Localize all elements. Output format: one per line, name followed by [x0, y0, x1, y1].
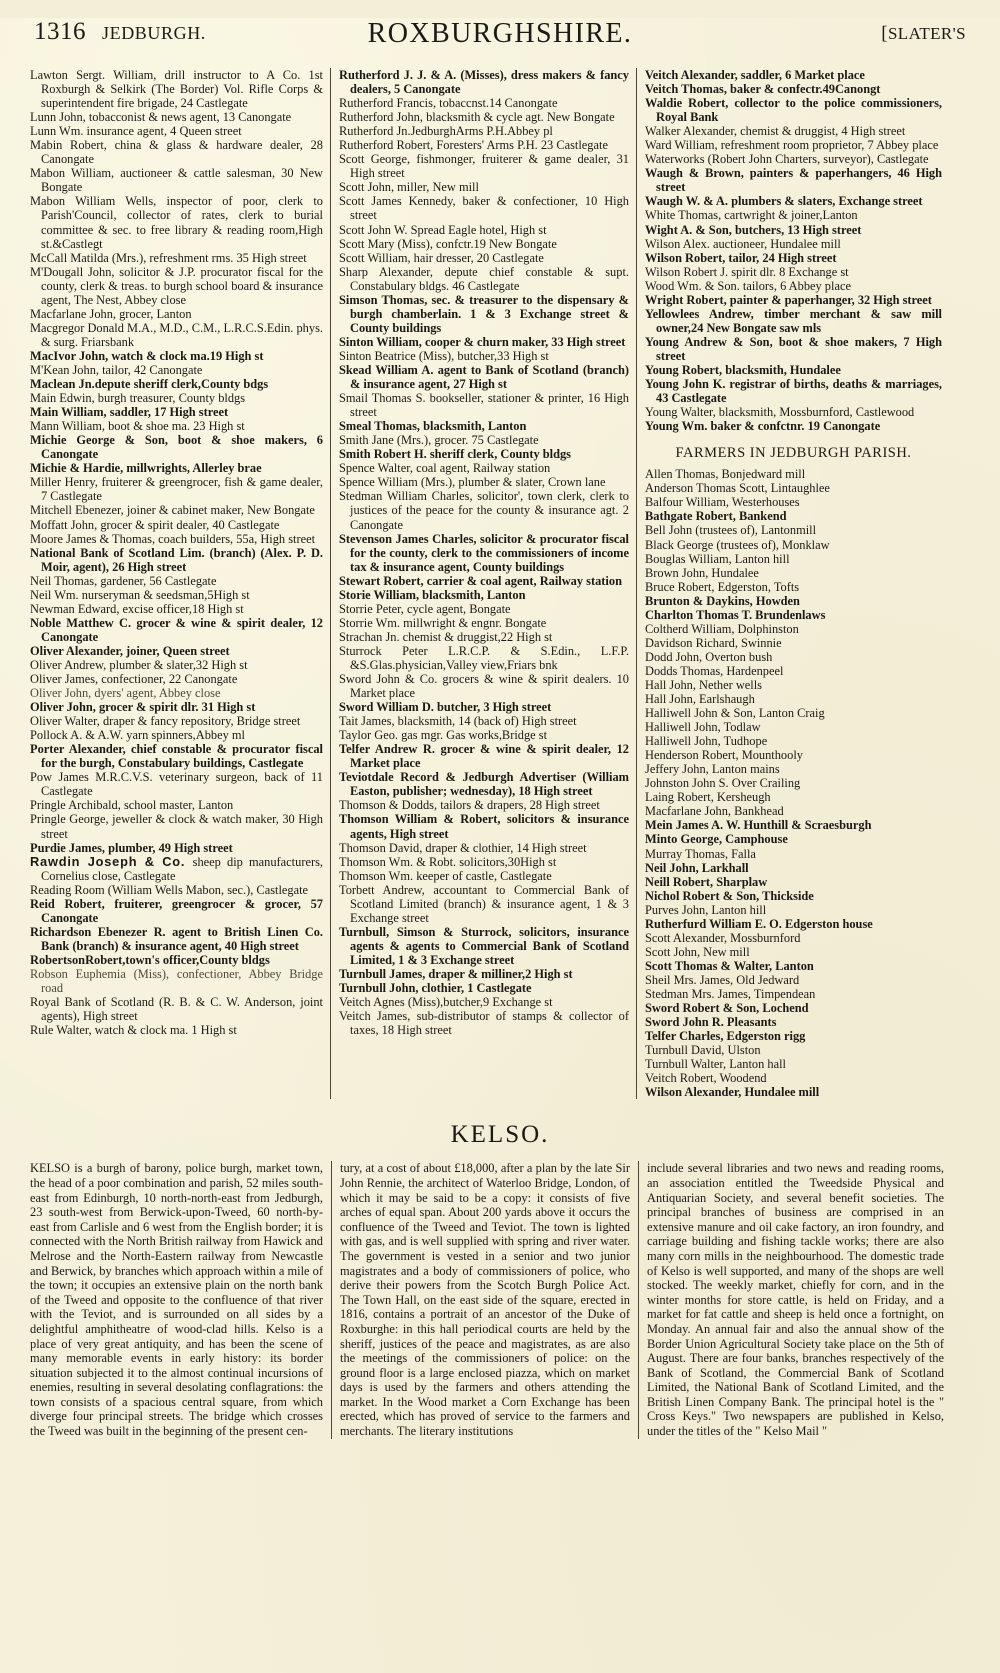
- directory-entry: Smith Robert H. sheriff clerk, County bldgs: [339, 447, 571, 462]
- directory-entry: Turnbull, Simson & Sturrock, solicitors, insurance agents & agents to Commercial Bank of Scotland Limited, 1 & 3 Exchange street: [339, 924, 629, 967]
- farmer-entry: Bathgate Robert, Bankend: [645, 509, 787, 524]
- farmer-entry: Sword John R. Pleasants: [645, 1015, 777, 1030]
- directory-entry: Spence William (Mrs.), plumber & slater, Crown lane: [339, 475, 606, 490]
- directory-entry: Waugh W. & A. plumbers & slaters, Exchange street: [645, 194, 923, 209]
- directory-entry: Sinton William, cooper & churn maker, 33 High street: [339, 334, 626, 349]
- directory-entry: Wight A. & Son, butchers, 13 High street: [645, 222, 862, 237]
- farmer-entry: Black George (trustees of), Monklaw: [645, 537, 830, 552]
- farmer-entry: Sheil Mrs. James, Old Jedward: [645, 972, 800, 987]
- directory-entry: Strachan Jn. chemist & druggist,22 High st: [339, 629, 553, 644]
- page-folio-number: 1316: [34, 18, 86, 45]
- directory-column-1: [30, 68, 330, 1099]
- farmer-entry: Brown John, Hundalee: [645, 565, 759, 580]
- directory-entry: McCall Matilda (Mrs.), refreshment rms. 35 High street: [30, 250, 307, 265]
- directory-entry: Moffatt John, grocer & spirit dealer, 40 Castlegate: [30, 517, 280, 532]
- farmer-entry: Sword Robert & Son, Lochend: [645, 1001, 809, 1016]
- directory-entry: Scott George, fishmonger, fruiterer & game dealer, 31 High street: [339, 152, 629, 181]
- directory-entry: Scott John, miller, New mill: [339, 180, 479, 195]
- farmer-entry: Johnston John S. Over Crailing: [645, 776, 801, 791]
- directory-entry: Walker Alexander, chemist & druggist, 4 High street: [645, 124, 906, 139]
- farmer-entry: Allen Thomas, Bonjedward mill: [645, 467, 806, 482]
- farmer-entry: Balfour William, Westerhouses: [645, 495, 800, 510]
- directory-entry: Rutherford Francis, tobaccnst.14 Canongate: [339, 96, 558, 111]
- farmer-entry: Turnbull Walter, Lanton hall: [645, 1057, 786, 1072]
- directory-entry: Telfer Andrew R. grocer & wine & spirit dealer, 12 Market place: [339, 742, 629, 771]
- directory-entry: Pringle Archibald, school master, Lanton: [30, 798, 234, 813]
- directory-entry: Spence Walter, coal agent, Railway station: [339, 461, 551, 476]
- directory-entry: Mitchell Ebenezer, joiner & cabinet maker, New Bongate: [30, 503, 315, 518]
- directory-entry: Smith Jane (Mrs.), grocer. 75 Castlegate: [339, 433, 539, 448]
- directory-page: [0, 18, 1000, 1673]
- farmer-entry: Brunton & Daykins, Howden: [645, 593, 800, 608]
- directory-entry: Young Robert, blacksmith, Hundalee: [645, 362, 841, 377]
- directory-entry: Thomson Wm. & Robt. solicitors,30High st: [339, 854, 557, 869]
- farmer-entry: Charlton Thomas T. Brundenlaws: [645, 607, 826, 622]
- directory-entry: Turnbull James, draper & milliner,2 High st: [339, 967, 573, 981]
- directory-entry: Oliver John, grocer & spirit dlr. 31 High st: [30, 700, 256, 715]
- directory-entry: Veitch Agnes (Miss),butcher,9 Exchange st: [339, 995, 553, 1010]
- directory-entry: Lunn Wm. insurance agent, 4 Queen street: [30, 124, 242, 139]
- directory-entry: Rutherford Jn.JedburghArms P.H.Abbey pl: [339, 124, 553, 139]
- directory-entry: Stewart Robert, carrier & coal agent, Railway station: [339, 573, 622, 588]
- farmer-entry: Murray Thomas, Falla: [645, 846, 756, 861]
- farmer-entry: Dodds Thomas, Hardenpeel: [645, 663, 784, 678]
- directory-entry: Rule Walter, watch & clock ma. 1 High st: [30, 1023, 237, 1038]
- directory-entry: Lawton Sergt. William, drill instructor to A Co. 1st Roxburgh & Selkirk (The Border) Vol. Rifle Corps & superintendent fire brigade, 24 Castlegate: [30, 68, 323, 111]
- directory-entry: Oliver Andrew, plumber & slater,32 High st: [30, 657, 248, 672]
- directory-entry: Mabon William Wells, inspector of poor, clerk to Parish'Council, collector of rates, clerk to burial committee & sec. to free library & reading room,High st.&Castlegt: [30, 194, 323, 251]
- directory-entry: Skead William A. agent to Bank of Scotland (branch) & insurance agent, 27 High st: [339, 362, 629, 392]
- farmer-entry: Telfer Charles, Edgerston rigg: [645, 1029, 806, 1044]
- directory-entry: Porter Alexander, chief constable & procurator fiscal for the burgh, Constabulary buildings, Castlegate: [30, 742, 323, 771]
- directory-entry: Rutherford Robert, Foresters' Arms P.H. 23 Castlegate: [339, 138, 608, 153]
- kelso-paragraph-2: tury, at a cost of about £18,000, after a plan by the late Sir John Rennie, the architect of Waterloo Bridge, London, of which it may be said to be a copy: it consists of five arches of equal span. About 200 yards above it occurs the confluence of the Tweed and Teviot. The town is lighted with gas, and is well supplied with spring and river water. The government is vested in a senior and two junior magistrates and a body of commissioners of police, who derive their powers from the Scotch Burgh Police Act. The Town Hall, on the east side of the square, erected in 1816, contains a portrait of an ancestor of the Duke of Roxburghe: in this hall periodical courts are held by the sheriff, justices of the peace and magistrates, as are also the meetings of the commissioners of police: on the ground floor is a large enclosed piazza, which on market days is used by the farmers and others attending the market. In the Wood market a Corn Exchange has been erected, which has proved of service to the farmers and merchants. The literary institutions: [340, 1161, 630, 1439]
- bracket-glyph: [: [881, 23, 888, 44]
- directory-entry: Michie George & Son, boot & shoe makers, 6 Canongate: [30, 433, 323, 462]
- directory-entry: Thomson David, draper & clothier, 14 High street: [339, 840, 587, 855]
- directory-entry: Turnbull John, clothier, 1 Castlegate: [339, 981, 532, 996]
- farmer-entry: Bell John (trustees of), Lantonmill: [645, 523, 817, 538]
- directory-entry: Wilson Robert, tailor, 24 High street: [645, 250, 837, 265]
- directory-entry: Scott John W. Spread Eagle hotel, High st: [339, 222, 547, 237]
- directory-entry: Reading Room (William Wells Mabon, sec.), Castlegate: [30, 882, 309, 897]
- directory-entry: Pringle George, jeweller & clock & watch maker, 30 High street: [30, 812, 323, 841]
- directory-entry: Sinton Beatrice (Miss), butcher,33 High st: [339, 348, 549, 363]
- directory-entry: RobertsonRobert,town's officer,County bldgs: [30, 952, 270, 967]
- running-head-county: ROXBURGHSHIRE.: [367, 18, 633, 49]
- directory-column-3: [636, 68, 942, 1099]
- directory-entry: Young Andrew & Son, boot & shoe makers, 7 High street: [645, 334, 942, 363]
- farmer-entry: Halliwell John, Tudhope: [645, 734, 768, 749]
- firm-display-name: Rawdin Joseph & Co.: [30, 853, 193, 869]
- directory-entry: Tait James, blacksmith, 14 (back of) High street: [339, 714, 577, 729]
- directory-entry: Mann William, boot & shoe ma. 23 High st: [30, 419, 245, 434]
- directory-entry: Smail Thomas S. bookseller, stationer & printer, 16 High street: [339, 391, 629, 420]
- directory-entry: Mabin Robert, china & glass & hardware dealer, 28 Canongate: [30, 138, 323, 167]
- directory-entry: Rutherford J. J. & A. (Misses), dress makers & fancy dealers, 5 Canongate: [339, 68, 629, 97]
- directory-entry: Scott Mary (Miss), confctr.19 New Bongate: [339, 236, 557, 251]
- kelso-column-2: [331, 1161, 638, 1438]
- directory-entry: Storrie Wm. millwright & engnr. Bongate: [339, 615, 547, 630]
- farmer-entry: Bruce Robert, Edgerston, Tofts: [645, 579, 800, 594]
- directory-entry: Oliver Walter, draper & fancy repository, Bridge street: [30, 714, 301, 729]
- farmer-entry: Minto George, Camphouse: [645, 832, 788, 847]
- farmer-entry: Halliwell John & Son, Lanton Craig: [645, 706, 825, 721]
- directory-entry: Storrie Peter, cycle agent, Bongate: [339, 601, 511, 616]
- directory-entry: Veitch Alexander, saddler, 6 Market place: [645, 68, 865, 82]
- farmer-entry: Scott Thomas & Walter, Lanton: [645, 958, 814, 973]
- farmer-entry: Anderson Thomas Scott, Lintaughlee: [645, 481, 830, 496]
- directory-entry: Noble Matthew C. grocer & wine & spirit dealer, 12 Canongate: [30, 615, 323, 644]
- trades-entries: [645, 68, 942, 433]
- directory-entry: Moore James & Thomas, coach builders, 55a, High street: [30, 531, 316, 546]
- directory-entry: Lunn John, tobacconist & news agent, 13 Canongate: [30, 110, 292, 125]
- farmer-entry: Bouglas William, Lanton hill: [645, 551, 790, 566]
- farmer-entry: Neil John, Larkhall: [645, 860, 749, 875]
- farmer-entry: Mein James A. W. Hunthill & Scraesburgh: [645, 818, 872, 833]
- directory-entry: M'Dougall John, solicitor & J.P. procurator fiscal for the county, clerk & treas. to burgh school board & insurance agent, The Nest, Abbey close: [30, 264, 323, 307]
- directory-entry: National Bank of Scotland Lim. (branch) (Alex. P. D. Moir, agent), 26 High street: [30, 545, 323, 574]
- kelso-section-title: KELSO.: [450, 1121, 550, 1149]
- farmer-entry: Turnbull David, Ulston: [645, 1043, 761, 1058]
- directory-entry: Storie William, blacksmith, Lanton: [339, 587, 526, 602]
- farmer-entry: Jeffery John, Lanton mains: [645, 762, 780, 777]
- directory-entry: Oliver Alexander, joiner, Queen street: [30, 643, 230, 658]
- directory-entry: Maclean Jn.depute sheriff clerk,County bdgs: [30, 377, 269, 392]
- running-head-place: JEDBURGH.: [102, 23, 206, 43]
- directory-entry: Newman Edward, excise officer,18 High st: [30, 601, 244, 616]
- directory-entry: Main Edwin, burgh treasurer, County bldgs: [30, 391, 246, 406]
- publisher-name: SLATER'S: [887, 24, 966, 43]
- directory-entry: Neil Wm. nurseryman & seedsman,5High st: [30, 587, 250, 602]
- directory-entry: Royal Bank of Scotland (R. B. & C. W. Anderson, joint agents), High street: [30, 995, 323, 1024]
- directory-entry: Veitch James, sub-distributor of stamps & collector of taxes, 18 High street: [339, 1009, 629, 1038]
- directory-entry: Scott William, hair dresser, 20 Castlegate: [339, 250, 544, 265]
- farmers-entries: [645, 467, 942, 1099]
- farmer-entry: Halliwell John, Todlaw: [645, 720, 761, 735]
- directory-entry: Stedman William Charles, solicitor', town clerk, clerk to justices of the peace for the county & insurance agt. 2 Canongate: [339, 489, 629, 532]
- directory-entry: Scott James Kennedy, baker & confectioner, 10 High street: [339, 194, 629, 223]
- farmer-entry: Davidson Richard, Swinnie: [645, 635, 782, 650]
- farmer-entry: Coltherd William, Dolphinston: [645, 621, 799, 636]
- directory-entry: Teviotdale Record & Jedburgh Advertiser (William Easton, publisher; wednesday), 18 High street: [339, 770, 629, 799]
- farmer-entry: Nichol Robert & Son, Thickside: [645, 888, 814, 903]
- directory-entry: Miller Henry, fruiterer & greengrocer, fish & game dealer, 7 Castlegate: [30, 475, 323, 504]
- kelso-paragraph-1: KELSO is a burgh of barony, police burgh, market town, the head of a poor combination and parish, 52 miles south-east from Edinburgh, 10 north-north-east from Jedburgh, 23 south-west from Berwick-upon-Tweed, 60 north-by-east from Carlisle and 6 west from the English border; it is connected with the North British railway from Hawick and Melrose and the North-Eastern railway from Newcastle and Berwick, by branches which approach within a mile of the town; it occupies an extensive plain on the north bank of the Tweed and opposite to the confluence of that river with the Teviot, and is surrounded on all sides by a delightful amphitheatre of wood-clad hills. Kelso is a place of very great antiquity, and has been the scene of many memorable events in early history: its border situation subjected it to the almost continual incursions of enemies, resulting in several desolating conflagrations: the town consists of a spacious central square, from which diverge four principal streets. The bridge which crosses the Tweed was built in the beginning of the present cen-: [30, 1161, 323, 1439]
- directory-entry: Richardson Ebenezer R. agent to British Linen Co. Bank (branch) & insurance agent, 40 High street: [30, 924, 323, 953]
- running-head: [34, 18, 966, 62]
- directory-entry: Wilson Robert J. spirit dlr. 8 Exchange st: [645, 264, 849, 279]
- directory-entry: Rutherford John, blacksmith & cycle agt. New Bongate: [339, 110, 615, 125]
- directory-entry: MacIvor John, watch & clock ma.19 High st: [30, 348, 264, 363]
- directory-entry: Young John K. registrar of births, deaths & marriages, 43 Castlegate: [645, 377, 942, 406]
- directory-entry: Macgregor Donald M.A., M.D., C.M., L.R.C.S.Edin. phys. & surg. Friarsbank: [30, 320, 323, 349]
- directory-entry: Michie & Hardie, millwrights, Allerley brae: [30, 461, 262, 476]
- farmer-entry: Macfarlane John, Bankhead: [645, 804, 784, 819]
- directory-entry: Pollock A. & A.W. yarn spinners,Abbey ml: [30, 728, 245, 743]
- directory-entry: Waldie Robert, collector to the police commissioners, Royal Bank: [645, 96, 942, 125]
- farmer-entry: Laing Robert, Kersheugh: [645, 790, 771, 805]
- directory-entry: Yellowlees Andrew, timber merchant & saw mill owner,24 New Bongate saw mls: [645, 306, 942, 335]
- directory-entry: Pow James M.R.C.V.S. veterinary surgeon, back of 11 Castlegate: [30, 770, 323, 799]
- directory-entry: Veitch Thomas, baker & confectr.49Canongt: [645, 82, 881, 97]
- directory-entry: Oliver John, dyers' agent, Abbey close: [30, 686, 221, 701]
- directory-entry: Reid Robert, fruiterer, greengrocer & grocer, 57 Canongate: [30, 896, 323, 925]
- directory-entry: M'Kean John, tailor, 42 Canongate: [30, 362, 203, 377]
- directory-entry: Sharp Alexander, depute chief constable & supt. Constabulary bldgs. 46 Castlegate: [339, 264, 629, 293]
- directory-entry: Torbett Andrew, accountant to Commercial Bank of Scotland Limited (branch) & insurance agent, 1 & 3 Exchange street: [339, 882, 629, 925]
- farmers-section-heading: FARMERS IN JEDBURGH PARISH.: [675, 445, 912, 462]
- directory-entry: Rawdin Joseph & Co. sheep dip manufacturers, Cornelius close, Castlegate: [30, 853, 323, 883]
- directory-entry: Oliver James, confectioner, 22 Canongate: [30, 672, 238, 687]
- directory-entry: Macfarlane John, grocer, Lanton: [30, 306, 192, 321]
- directory-entry: Waterworks (Robert John Charters, surveyor), Castlegate: [645, 152, 929, 167]
- directory-entry: Stevenson James Charles, solicitor & procurator fiscal for the county, clerk to the commissioners of income tax & insurance agent, County buildings: [339, 531, 629, 574]
- farmer-entry: Purves John, Lanton hill: [645, 902, 767, 917]
- directory-entry: Wright Robert, painter & paperhanger, 32 High street: [645, 292, 932, 307]
- directory-entry: Thomson Wm. keeper of castle, Castlegate: [339, 868, 552, 883]
- directory-entry: Neil Thomas, gardener, 56 Castlegate: [30, 573, 217, 588]
- directory-entry: Mabon William, auctioneer & cattle salesman, 30 New Bongate: [30, 166, 323, 195]
- directory-entry: Sword William D. butcher, 3 High street: [339, 700, 552, 715]
- kelso-body: [30, 1161, 970, 1438]
- directory-entry: Sturrock Peter L.R.C.P. & S.Edin., L.F.P. &S.Glas.physician,Valley view,Friars bnk: [339, 643, 629, 672]
- farmer-entry: Scott John, New mill: [645, 944, 750, 959]
- directory-entry: Purdie James, plumber, 49 High street: [30, 840, 233, 855]
- directory-entry: Simson Thomas, sec. & treasurer to the dispensary & burgh chamberlain. 1 & 3 Exchange street & County buildings: [339, 292, 629, 335]
- farmer-entry: Dodd John, Overton bush: [645, 649, 773, 664]
- directory-column-2: [330, 68, 636, 1099]
- kelso-column-3: [638, 1161, 944, 1438]
- directory-entry: Sword John & Co. grocers & wine & spirit dealers. 10 Market place: [339, 672, 629, 701]
- farmer-entry: Rutherfurd William E. O. Edgerston house: [645, 916, 873, 931]
- farmer-entry: Scott Alexander, Mossburnford: [645, 930, 801, 945]
- directory-entry: Waugh & Brown, painters & paperhangers, 46 High street: [645, 166, 942, 195]
- directory-entry: Thomson William & Robert, solicitors & insurance agents, High street: [339, 812, 629, 841]
- directory-columns: [30, 68, 970, 1099]
- directory-entry: Ward William, refreshment room proprietor, 7 Abbey place: [645, 138, 939, 153]
- directory-entry: White Thomas, cartwright & joiner,Lanton: [645, 208, 858, 223]
- farmer-entry: Wilson Alexander, Hundalee mill: [645, 1085, 820, 1100]
- directory-entry: Taylor Geo. gas mgr. Gas works,Bridge st: [339, 728, 548, 743]
- directory-entry: Smeal Thomas, blacksmith, Lanton: [339, 419, 527, 434]
- directory-entry: Main William, saddler, 17 High street: [30, 405, 229, 420]
- farmer-entry: Neill Robert, Sharplaw: [645, 874, 768, 889]
- directory-entry: Young Walter, blacksmith, Mossburnford, Castlewood: [645, 405, 915, 420]
- directory-entry: Wood Wm. & Son. tailors, 6 Abbey place: [645, 278, 851, 293]
- kelso-paragraph-3: include several libraries and two news and reading rooms, an association entitled the Tweedside Physical and Antiquarian Society, and several benefit societies. The principal branches of business are comprised in an extensive manure and oil cake factory, an iron foundry, and carriage building and fishing tackle works; there are also many corn mills in the neighbourhood. The domestic trade of Kelso is well supported, and many of the shops are well stocked. The weekly market, chiefly for corn, and in the winter months for store cattle, is held on Friday, and a market for fat cattle and sheep is held once a fortnight, on Monday. An annual fair and also the annual show of the Border Union Agricultural Society take place on the 5th of August. There are four banks, branches respectively of the Bank of Scotland, the Commercial Bank of Scotland Limited, the National Bank of Scotland Limited, and the British Linen Company Bank. The principal hotel is the " Cross Keys." Two newspapers are published in Kelso, under the titles of the " Kelso Mail ": [647, 1161, 944, 1439]
- directory-entry: Robson Euphemia (Miss), confectioner, Abbey Bridge road: [30, 967, 323, 996]
- farmer-entry: Hall John, Nether wells: [645, 677, 762, 692]
- farmer-entry: Veitch Robert, Woodend: [645, 1071, 767, 1086]
- kelso-column-1: [30, 1161, 331, 1438]
- running-head-publisher: [881, 23, 966, 45]
- farmer-entry: Hall John, Earlshaugh: [645, 692, 755, 707]
- farmer-entry: Stedman Mrs. James, Timpendean: [645, 987, 816, 1001]
- directory-entry: Thomson & Dodds, tailors & drapers, 28 High street: [339, 798, 600, 813]
- directory-entry: Wilson Alex. auctioneer, Hundalee mill: [645, 236, 841, 251]
- farmer-entry: Henderson Robert, Mounthooly: [645, 748, 803, 763]
- directory-entry: Young Wm. baker & confctnr. 19 Canongate: [645, 419, 881, 434]
